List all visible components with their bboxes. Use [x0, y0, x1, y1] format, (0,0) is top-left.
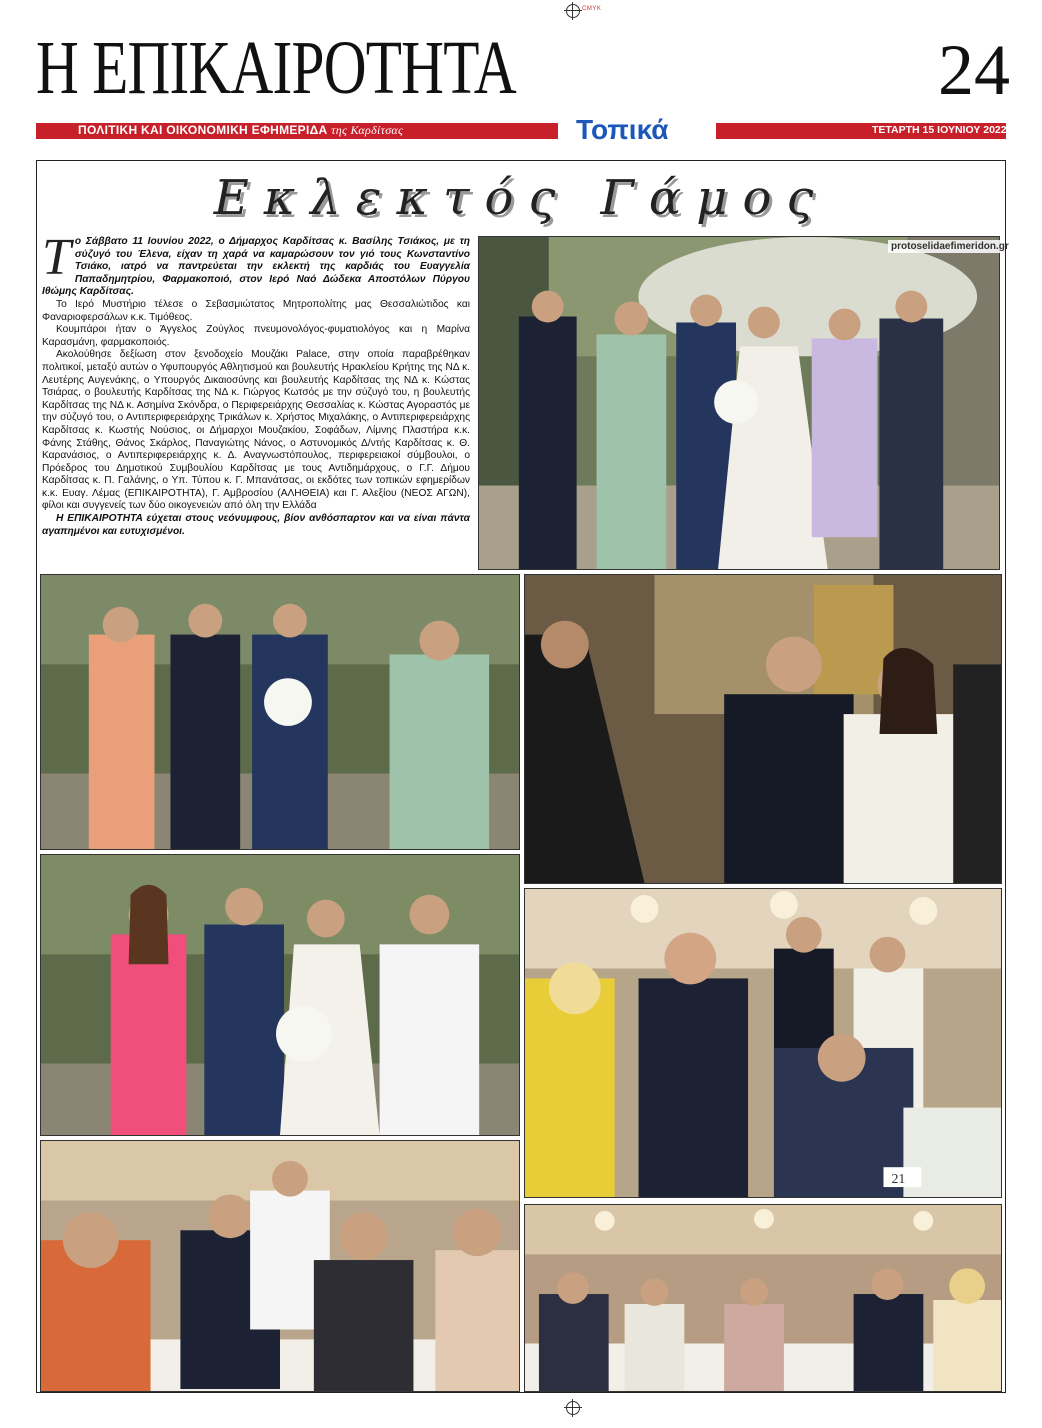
- cmyk-label: CMYK: [582, 6, 602, 12]
- photo-reception-toast: [524, 888, 1002, 1198]
- article-paragraph-1: Το Σάββατο 11 Ιουνίου 2022, ο Δήμαρχος Καρδίτσας κ. Βασίλης Τσιάκος, με τη σύζυγό του Έλενα, είχαν τη χαρά να καμαρώσουν τον γιό τους Κωνσταντίνο Τσιάκο, ιατρό να παντρεύεται την εκλεκτή της καρδιάς του Ευαγγελία Παπαδημητρίου, Φαρμακοποιό, στον Ιερό Ναό Δώδεκα Αποστόλων Πύργου Ιθώμης Καρδίτσας.: [42, 229, 470, 298]
- article-paragraph-5: Η ΕΠΙΚΑΙΡΟΤΗΤΑ εύχεται στους νεόνυμφους, βίον ανθόσπαρτον και να είναι πάντα αγαπημένοι και ευτυχισμένοι.: [42, 513, 470, 537]
- newspaper-title: Η ΕΠΙΚΑΙΡΟΤΗΤΑ: [36, 26, 516, 110]
- subtitle-tail: της Καρδίτσας: [331, 123, 404, 137]
- newspaper-subtitle: [78, 123, 403, 138]
- issue-date: ΤΕΤΑΡΤΗ 15 ΙΟΥΝΙΟΥ 2022: [872, 124, 1007, 136]
- article-paragraph-4: Ακολούθησε δεξίωση στον ξενοδοχείο Μουζάκι Palace, στην οποία παραβρέθηκαν πολιτικοί, μεταξύ αυτών ο Υφυπουργός Αθλητισμού και βουλευτής Ηρακλείου Κρήτης της ΝΔ κ. Λευτέρης Αυγενάκης, ο Υπουργός Δικαιοσύνης και βουλευτής Καρδίτσας της ΝΔ κ. Κώστας Τσιάρας, ο βουλευτής Καρδίτσας της ΝΔ κ. Γιώργος Κωτσός με την σύζυγό του, η βουλευτής Καρδίτσας της ΝΔ κ. Ασημίνα Σκόνδρα, ο Περιφερειάρχης Θεσσαλίας κ. Κώστας Αγοραστός με την σύζυγό του, ο Αντιπεριφερειάρχης Τρικάλων κ. Χρήστος Μιχαλάκης, ο Αντιπεριφερειάρχης Καρδίτσας κ. Κωστής Νούσιος, οι Δήμαρχοι Μουζακίου, Σοφάδων, Λίμνης Πλαστήρα κ.κ. Φάνης Στάθης, Θάνος Σκάρλος, Παναγιώτης Νάνος, ο Αστυνομικός Δ/ντής Καρδίτσας κ. Θ. Καρανάσιος, ο Αντιπεριφερειάρχης κ. Δ. Αναγνωστόπουλος, περιφερειακοί σύμβουλοι, ο Πρόεδρος του Δημοτικού Συμβουλίου Καρδίτσας με τους Αντιδημάρχους, ο Γ.Γ. Δήμου Καρδίτσας κ. Π. Γαλάνης, ο Υπ. Τύπου κ. Γ. Μπανάτσας, οι εκδότες των τοπικών εφημερίδων κ.κ. Ευαγ. Λέμας (ΕΠΙΚΑΙΡΟΤΗΤΑ), Γ. Αμβροσίου (ΑΛΗΘΕΙΑ) και Γ. Αλεξίου (ΝΕΟΣ ΑΓΩΝ), φίλοι και συγγενείς των δύο οικογενειών από όλη την Ελλάδα: [42, 349, 470, 512]
- photo-group-with-groom: [40, 574, 520, 850]
- article-headline: Εκλεκτός Γάμος: [213, 170, 829, 226]
- photo-guests-at-reception: [524, 1204, 1002, 1392]
- photo-crowning-ceremony: [524, 574, 1002, 884]
- table-number-card: 21: [891, 1172, 906, 1188]
- photo-guests-at-table: [40, 1140, 520, 1392]
- drop-cap: Τ: [42, 229, 71, 286]
- section-title: Τοπικά: [576, 114, 669, 145]
- registration-mark-bottom: [566, 1401, 580, 1415]
- watermark: protoselidaefimeridon.gr: [888, 240, 1004, 253]
- article-paragraph-3: Κουμπάροι ήταν ο Άγγελος Ζούγλος πνευμονολόγος-φυματιολόγος και η Μαρίνα Καρασμάνη, φαρμακοποιός.: [42, 324, 470, 348]
- photo-family-portrait: [478, 236, 1000, 570]
- page-number: 24: [938, 30, 1010, 110]
- article-body: [42, 229, 470, 538]
- photo-couple-with-friends: [40, 854, 520, 1136]
- registration-mark-top: [566, 4, 580, 18]
- article-paragraph-2: Το Ιερό Μυστήριο τέλεσε ο Σεβασμιώτατος Μητροπολίτης μας Θεσσαλιώτιδος και Φαναριοφερσάλων κ.κ. Τιμόθεος.: [42, 298, 470, 323]
- subtitle-text: ΠΟΛΙΤΙΚΗ ΚΑΙ ΟΙΚΟΝΟΜΙΚΗ ΕΦΗΜΕΡΙΔΑ: [78, 123, 328, 137]
